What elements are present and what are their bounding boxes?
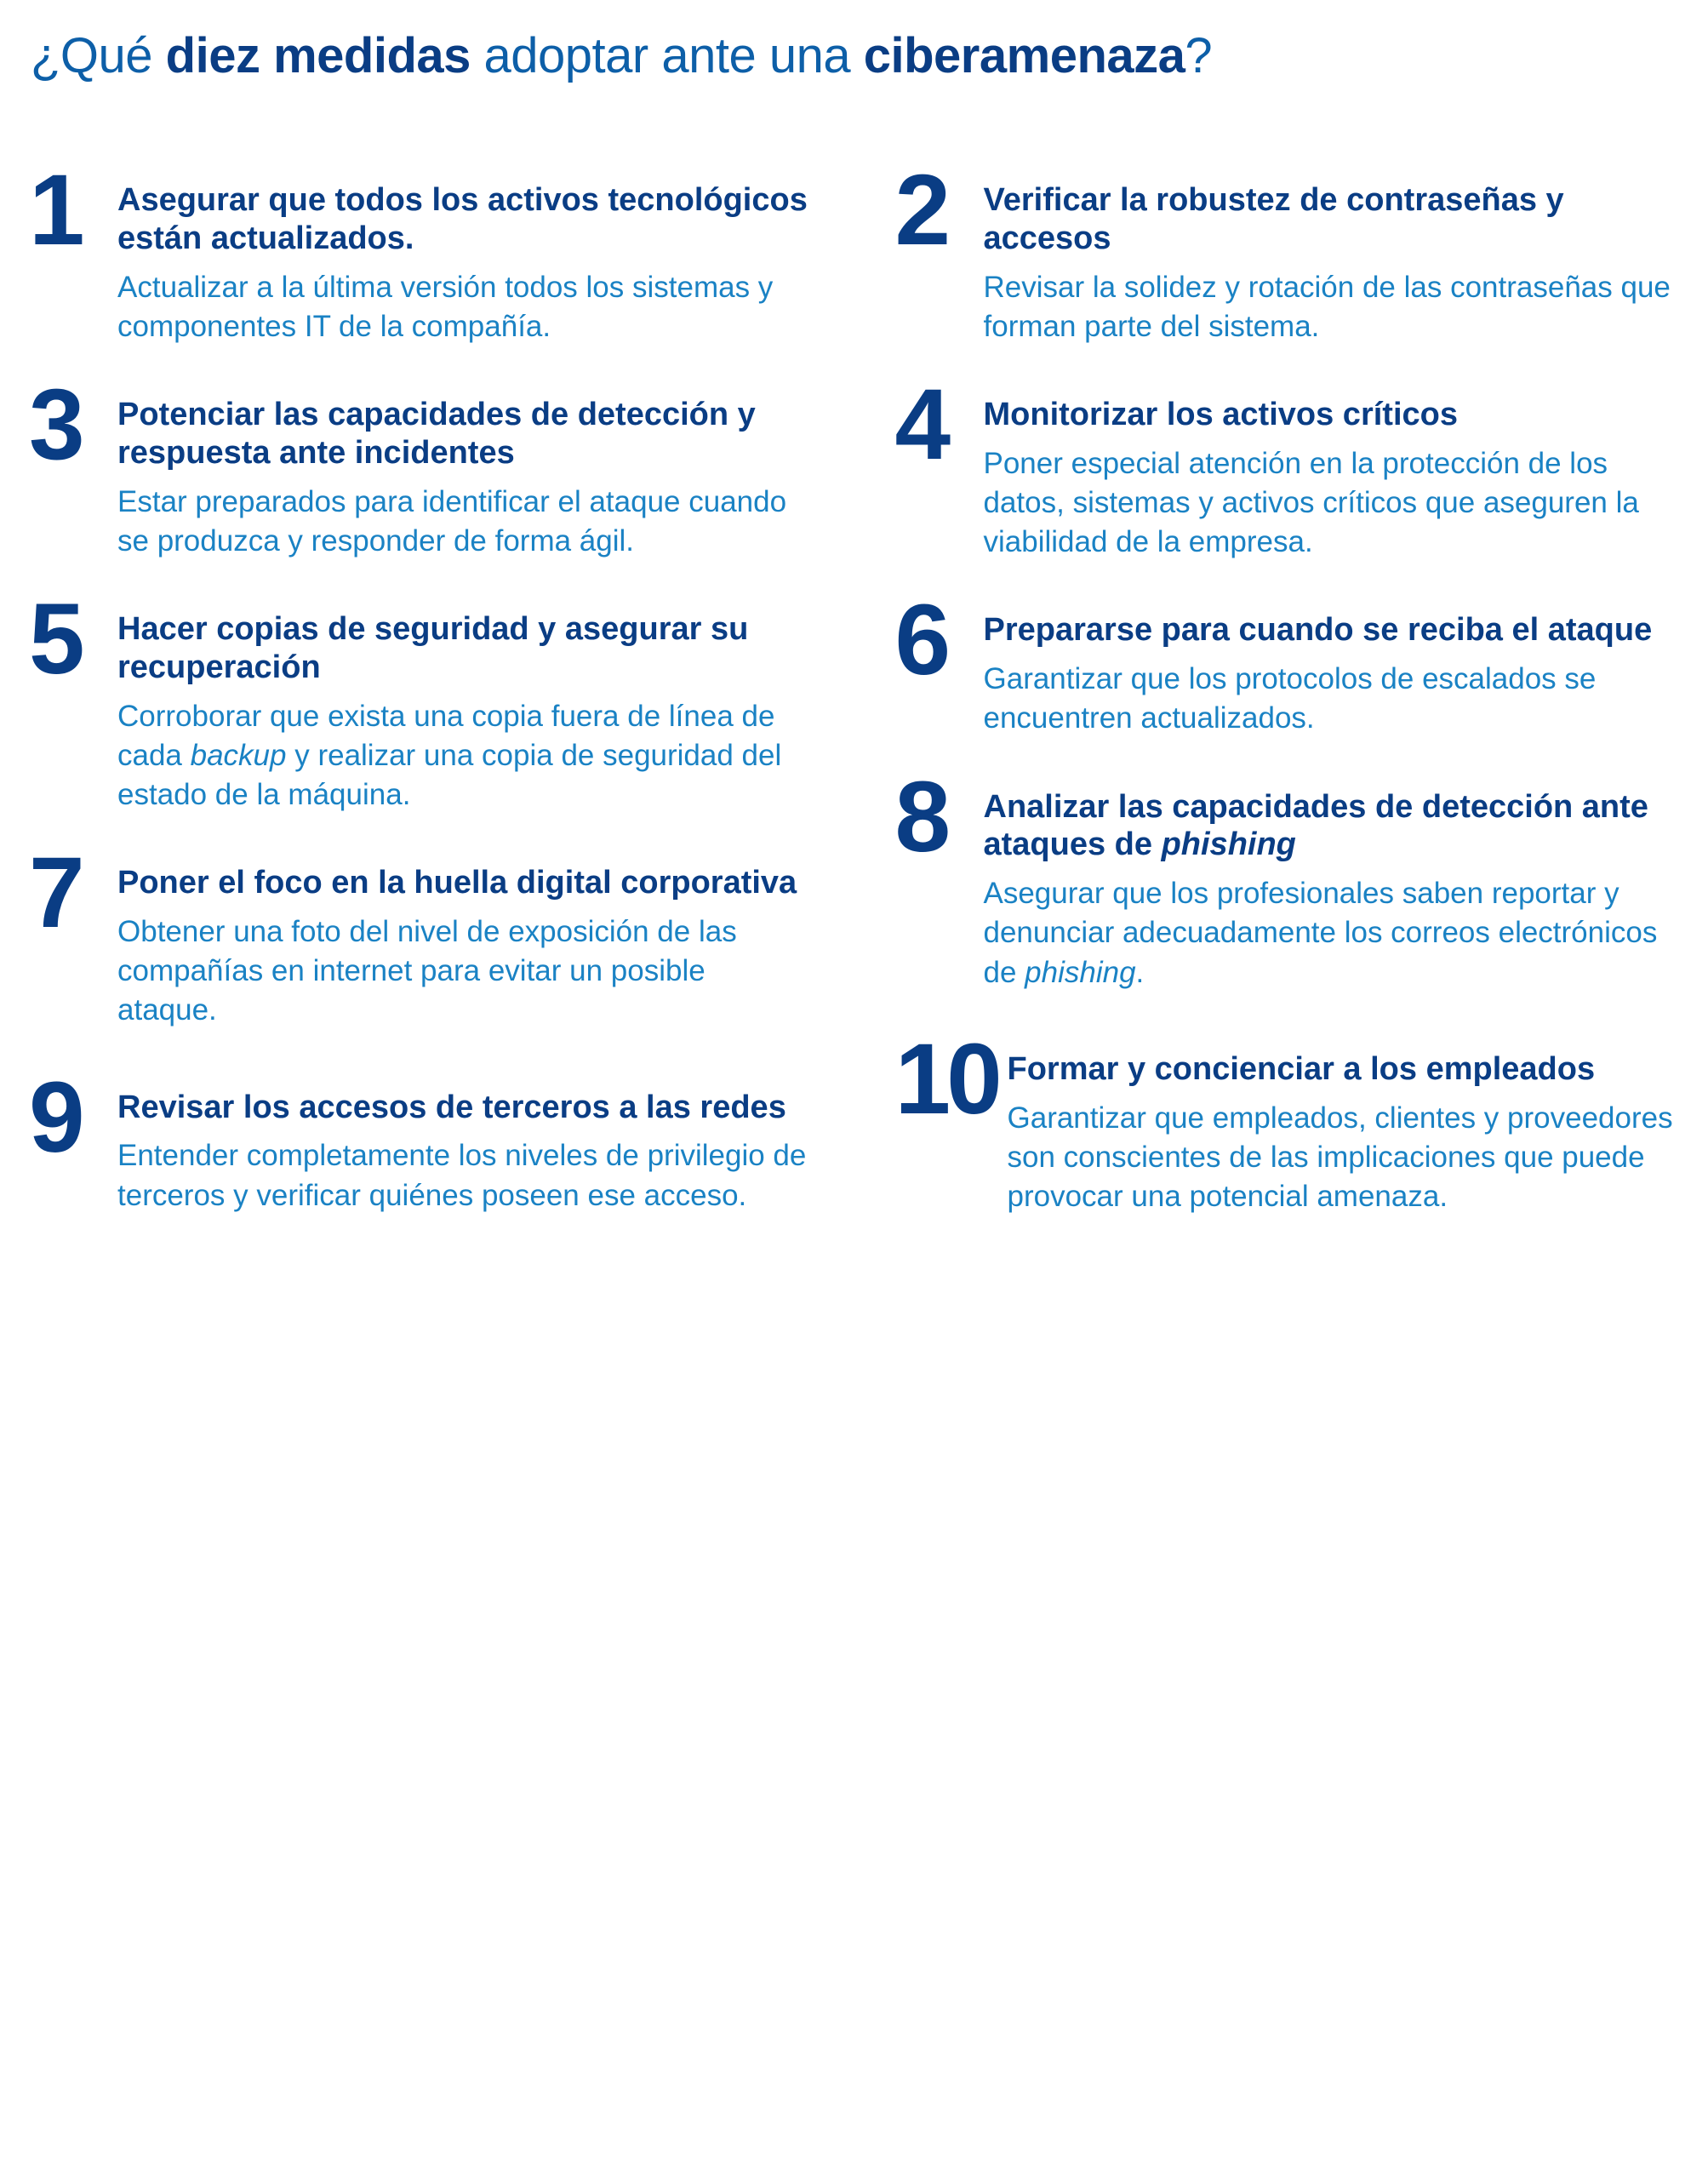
measure-item-10 — [894, 1022, 1675, 1216]
measure-item-2 — [894, 153, 1675, 346]
measure-body-9 — [117, 1087, 808, 1215]
measure-description-8-part1: Asegurar que los profesionales saben reportar y denunciar adecuadamente los correos electrónicos de — [983, 877, 1658, 989]
title-bold-ciberamenaza: ciberamenaza — [863, 28, 1185, 83]
title-middle: adoptar ante una — [470, 28, 864, 83]
measures-column-left — [29, 153, 808, 1216]
measure-item-4 — [894, 368, 1675, 562]
measure-number-9: 9 — [29, 1061, 83, 1174]
measure-description-5 — [117, 697, 808, 815]
measure-number-1: 1 — [29, 153, 83, 266]
measure-number-6: 6 — [894, 584, 949, 697]
measure-item-9 — [29, 1061, 808, 1215]
measure-number-4: 4 — [894, 368, 949, 481]
measure-body-4 — [984, 394, 1675, 562]
measure-title-3: Potenciar las capacidades de detección y respuesta ante incidentes — [117, 396, 756, 471]
measure-item-5 — [29, 583, 808, 815]
measure-item-6 — [894, 584, 1675, 738]
measure-description-2: Revisar la solidez y rotación de las contraseñas que forman parte del sistema. — [983, 270, 1671, 343]
measure-item-8 — [894, 760, 1675, 992]
measure-title-4: Monitorizar los activos críticos — [983, 396, 1458, 432]
measure-description-7: Obtener una foto del nivel de exposición de las compañías en internet para evitar un posible ataque. — [117, 915, 737, 1027]
measure-number-10: 10 — [894, 1022, 998, 1135]
measure-title-8 — [984, 788, 1675, 865]
measure-title-10: Formar y concienciar a los empleados — [1007, 1050, 1596, 1087]
measure-item-3 — [29, 368, 808, 561]
measure-description-4: Poner especial atención en la protección de los datos, sistemas y activos críticos que aseguren la viabilidad de la empresa. — [983, 446, 1639, 559]
measure-body-6 — [984, 609, 1675, 738]
measure-description-10: Garantizar que empleados, clientes y proveedores son conscientes de las implicaciones que puede provocar una potencial amenaza. — [1007, 1101, 1673, 1213]
measure-title-6: Prepararse para cuando se reciba el ataque — [983, 612, 1653, 649]
measure-title-2: Verificar la robustez de contraseñas y accesos — [983, 181, 1564, 256]
measure-description-6: Garantizar que los protocolos de escalados se encuentren actualizados. — [983, 662, 1597, 735]
measure-item-7 — [29, 837, 808, 1030]
page-title — [31, 29, 1674, 84]
measure-description-8-italic: phishing — [1025, 955, 1136, 989]
measure-number-2: 2 — [894, 153, 949, 266]
measure-body-1 — [117, 180, 808, 346]
measure-title-7: Poner el foco en la huella digital corporativa — [117, 865, 797, 901]
measure-body-5 — [117, 609, 808, 815]
measure-number-7: 7 — [29, 837, 83, 950]
measure-title-8-italic: phishing — [1161, 826, 1296, 863]
measure-body-7 — [117, 862, 808, 1030]
measures-grid — [29, 153, 1674, 1216]
measure-body-3 — [117, 394, 808, 561]
title-tail: ? — [1185, 28, 1213, 83]
measure-title-8-part1: Analizar las capacidades de detección ante ataques de — [983, 788, 1648, 863]
measure-description-9: Entender completamente los niveles de privilegio de terceros y verificar quiénes poseen ese acceso. — [117, 1139, 807, 1212]
measure-number-3: 3 — [29, 368, 83, 481]
measure-body-2 — [984, 180, 1675, 346]
measure-description-3: Estar preparados para identificar el ataque cuando se produzca y responder de forma ágil. — [117, 484, 787, 558]
measure-title-1: Asegurar que todos los activos tecnológicos están actualizados. — [117, 181, 808, 256]
measure-description-5-part2: y realizar una copia de seguridad del estado de la máquina. — [117, 738, 782, 812]
measure-title-9: Revisar los accesos de terceros a las redes — [117, 1089, 786, 1125]
measures-column-right — [894, 153, 1675, 1216]
measure-description-1: Actualizar a la última versión todos los sistemas y componentes IT de la compañía. — [117, 270, 774, 343]
title-lead: ¿Qué — [31, 28, 166, 83]
measure-body-10 — [1008, 1049, 1675, 1216]
measure-title-5: Hacer copias de seguridad y asegurar su recuperación — [117, 611, 749, 685]
measure-item-1 — [29, 153, 808, 346]
measure-number-8: 8 — [894, 760, 949, 873]
measure-description-8 — [984, 874, 1675, 992]
measure-description-5-italic: backup — [190, 738, 287, 772]
measure-number-5: 5 — [29, 583, 83, 696]
measure-description-5-part1: Corroborar que exista una copia fuera de línea de cada — [117, 699, 775, 772]
title-bold-diez-medidas: diez medidas — [165, 28, 471, 83]
measure-description-8-part2: . — [1135, 955, 1145, 989]
measure-body-8 — [984, 786, 1675, 992]
